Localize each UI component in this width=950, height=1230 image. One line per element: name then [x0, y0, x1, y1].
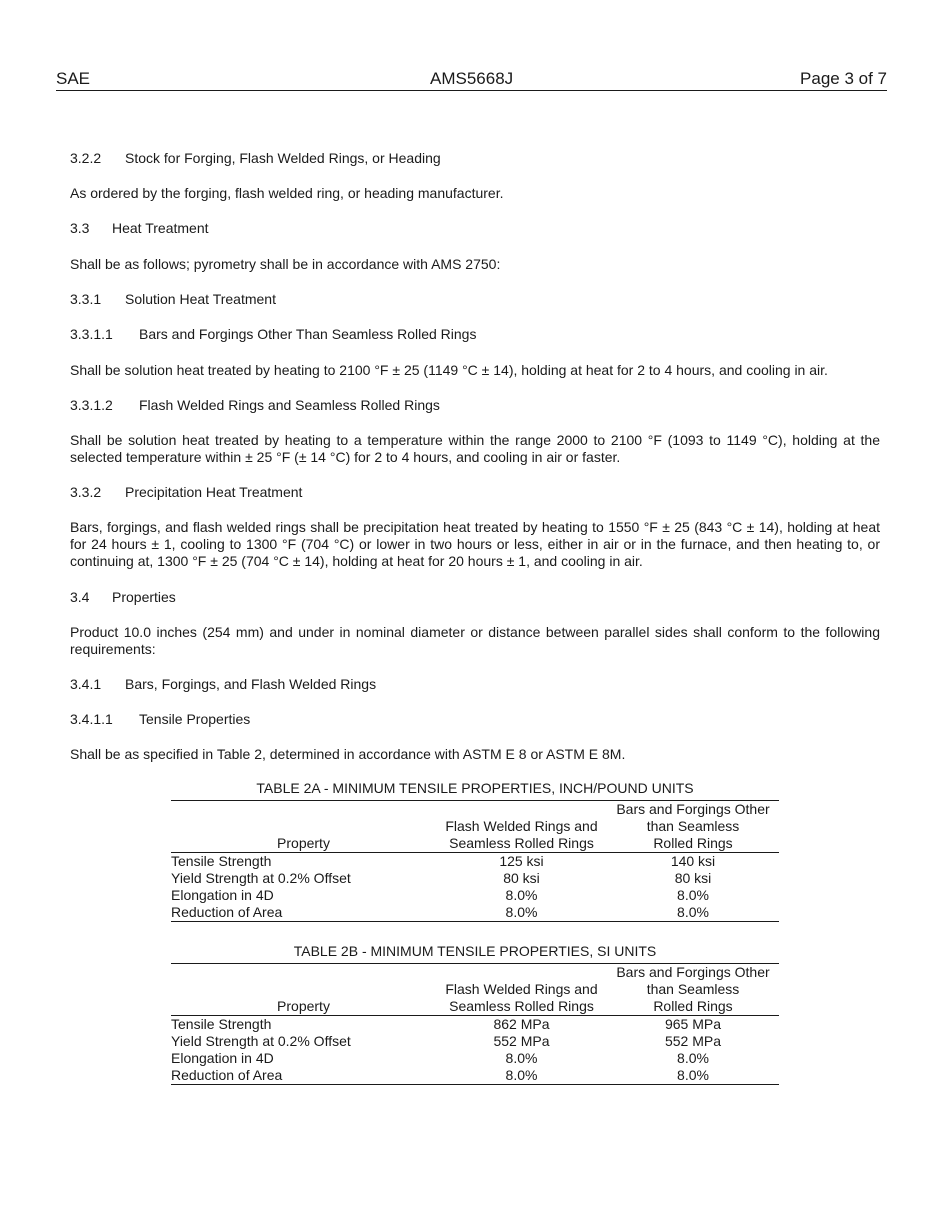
paragraph-3-3-1-2: Shall be solution heat treated by heating to a temperature within the range 2000 to 2100 °F (1093 to 1149 °C), holding at the selected temperature within ± 25 °F (± 14 °C) for 2 to 4 hours, and cooling in air or faster.	[70, 432, 880, 465]
header-doc-number: AMS5668J	[430, 69, 514, 88]
header-org: SAE	[56, 69, 91, 88]
cell-flash-welded: 8.0%	[505, 1067, 538, 1083]
table-row	[171, 1067, 779, 1085]
section-heading-3-3-1	[70, 291, 276, 308]
column-header-line: Rolled Rings	[653, 998, 733, 1014]
table-2b	[171, 943, 779, 1085]
section-title: Solution Heat Treatment	[125, 291, 276, 307]
section-number: 3.4.1	[70, 676, 102, 692]
section-number: 3.4	[70, 589, 90, 605]
cell-flash-welded: 125 ksi	[499, 853, 544, 869]
table-2b-title: TABLE 2B - MINIMUM TENSILE PROPERTIES, SI UNITS	[293, 943, 657, 959]
section-number: 3.3.1	[70, 291, 102, 307]
section-number: 3.3.1.1	[70, 326, 113, 342]
section-heading-3-3-2	[70, 484, 302, 501]
table-row	[171, 870, 779, 887]
section-heading-3-4	[70, 589, 176, 606]
section-title: Flash Welded Rings and Seamless Rolled Rings	[139, 397, 440, 413]
section-heading-3-4-1	[70, 676, 376, 693]
cell-bars-forgings: 965 MPa	[664, 1016, 722, 1032]
column-header-property: Property	[171, 964, 436, 1016]
table-2a	[171, 780, 779, 922]
cell-flash-welded: 552 MPa	[493, 1033, 550, 1049]
section-heading-3-4-1-1	[70, 711, 250, 728]
column-header-line: Flash Welded Rings and	[445, 818, 598, 834]
column-header-flash-welded	[436, 801, 607, 853]
section-heading-3-3-1-1	[70, 326, 476, 343]
table-row	[171, 1016, 779, 1034]
section-number: 3.3.1.2	[70, 397, 113, 413]
column-header-bars-forgings	[607, 964, 779, 1016]
table-row	[171, 1033, 779, 1050]
header-page-number: Page 3 of 7	[800, 69, 887, 88]
section-title: Bars, Forgings, and Flash Welded Rings	[125, 676, 377, 692]
paragraph-3-2-2: As ordered by the forging, flash welded ring, or heading manufacturer.	[70, 185, 504, 201]
section-title: Heat Treatment	[112, 220, 209, 236]
cell-property: Elongation in 4D	[171, 887, 274, 903]
cell-bars-forgings: 8.0%	[677, 1050, 709, 1066]
table-header-row	[171, 801, 779, 853]
column-header-line: Seamless Rolled Rings	[449, 998, 594, 1014]
section-number: 3.4.1.1	[70, 711, 113, 727]
table-row	[171, 904, 779, 922]
paragraph-3-4-1-1: Shall be as specified in Table 2, determined in accordance with ASTM E 8 or ASTM E 8M.	[70, 746, 626, 762]
cell-bars-forgings: 8.0%	[677, 1067, 709, 1083]
cell-flash-welded: 8.0%	[505, 887, 538, 903]
cell-bars-forgings: 8.0%	[677, 904, 709, 920]
section-title: Precipitation Heat Treatment	[125, 484, 303, 500]
cell-property: Tensile Strength	[171, 1016, 272, 1032]
column-header-line: Rolled Rings	[653, 835, 733, 851]
cell-flash-welded: 862 MPa	[493, 1016, 550, 1032]
column-header-bars-forgings	[607, 801, 779, 853]
cell-property: Yield Strength at 0.2% Offset	[171, 1033, 351, 1049]
cell-bars-forgings: 80 ksi	[674, 870, 712, 886]
cell-flash-welded: 8.0%	[505, 904, 538, 920]
table-row	[171, 887, 779, 904]
table-2a-title: TABLE 2A - MINIMUM TENSILE PROPERTIES, INCH/POUND UNITS	[256, 780, 694, 796]
cell-bars-forgings: 552 MPa	[664, 1033, 722, 1049]
paragraph-3-3-1-1: Shall be solution heat treated by heating to 2100 °F ± 25 (1149 °C ± 14), holding at heat for 2 to 4 hours, and cooling in air.	[70, 362, 828, 378]
column-header-line: Bars and Forgings Other	[616, 964, 770, 980]
section-heading-3-3	[70, 220, 209, 237]
column-header-line: than Seamless	[646, 981, 740, 997]
cell-flash-welded: 80 ksi	[503, 870, 540, 886]
column-header-flash-welded	[436, 964, 607, 1016]
cell-property: Yield Strength at 0.2% Offset	[171, 870, 351, 886]
table-header-row	[171, 964, 779, 1016]
section-title: Stock for Forging, Flash Welded Rings, or Heading	[125, 150, 441, 166]
table-2b-grid	[171, 963, 779, 1085]
column-header-line: Flash Welded Rings and	[445, 981, 598, 997]
paragraph-3-3-2: Bars, forgings, and flash welded rings shall be precipitation heat treated by heating to 1550 °F ± 25 (843 °C ± 14), holding at heat for 24 hours ± 1, cooling to 1300 °F (704 °C) or lower in two hours or less, either in air or in the furnace, and then heating to, or continuing at, 1300 °F ± 25 (704 °C ± 14), holding at heat for 20 hours ± 1, and cooling in air.	[70, 519, 880, 569]
table-row	[171, 853, 779, 871]
cell-flash-welded: 8.0%	[505, 1050, 538, 1066]
cell-property: Tensile Strength	[171, 853, 272, 869]
column-header-property: Property	[171, 801, 436, 853]
section-title: Properties	[112, 589, 176, 605]
section-heading-3-3-1-2	[70, 397, 440, 414]
cell-bars-forgings: 140 ksi	[670, 853, 716, 869]
table-2a-grid	[171, 800, 779, 922]
section-number: 3.2.2	[70, 150, 102, 166]
column-header-line: Bars and Forgings Other	[616, 801, 770, 817]
cell-bars-forgings: 8.0%	[677, 887, 709, 903]
paragraph-3-3: Shall be as follows; pyrometry shall be in accordance with AMS 2750:	[70, 256, 501, 272]
paragraph-3-4: Product 10.0 inches (254 mm) and under in nominal diameter or distance between parallel sides shall conform to the following requirements:	[70, 624, 880, 657]
section-number: 3.3.2	[70, 484, 102, 500]
section-title: Tensile Properties	[139, 711, 251, 727]
section-title: Bars and Forgings Other Than Seamless Rolled Rings	[139, 326, 477, 342]
column-header-line: than Seamless	[646, 818, 740, 834]
section-number: 3.3	[70, 220, 90, 236]
section-heading-3-2-2	[70, 150, 441, 167]
cell-property: Reduction of Area	[171, 904, 283, 920]
table-row	[171, 1050, 779, 1067]
page-header	[56, 68, 887, 91]
cell-property: Elongation in 4D	[171, 1050, 274, 1066]
column-header-line: Seamless Rolled Rings	[449, 835, 594, 851]
cell-property: Reduction of Area	[171, 1067, 283, 1083]
